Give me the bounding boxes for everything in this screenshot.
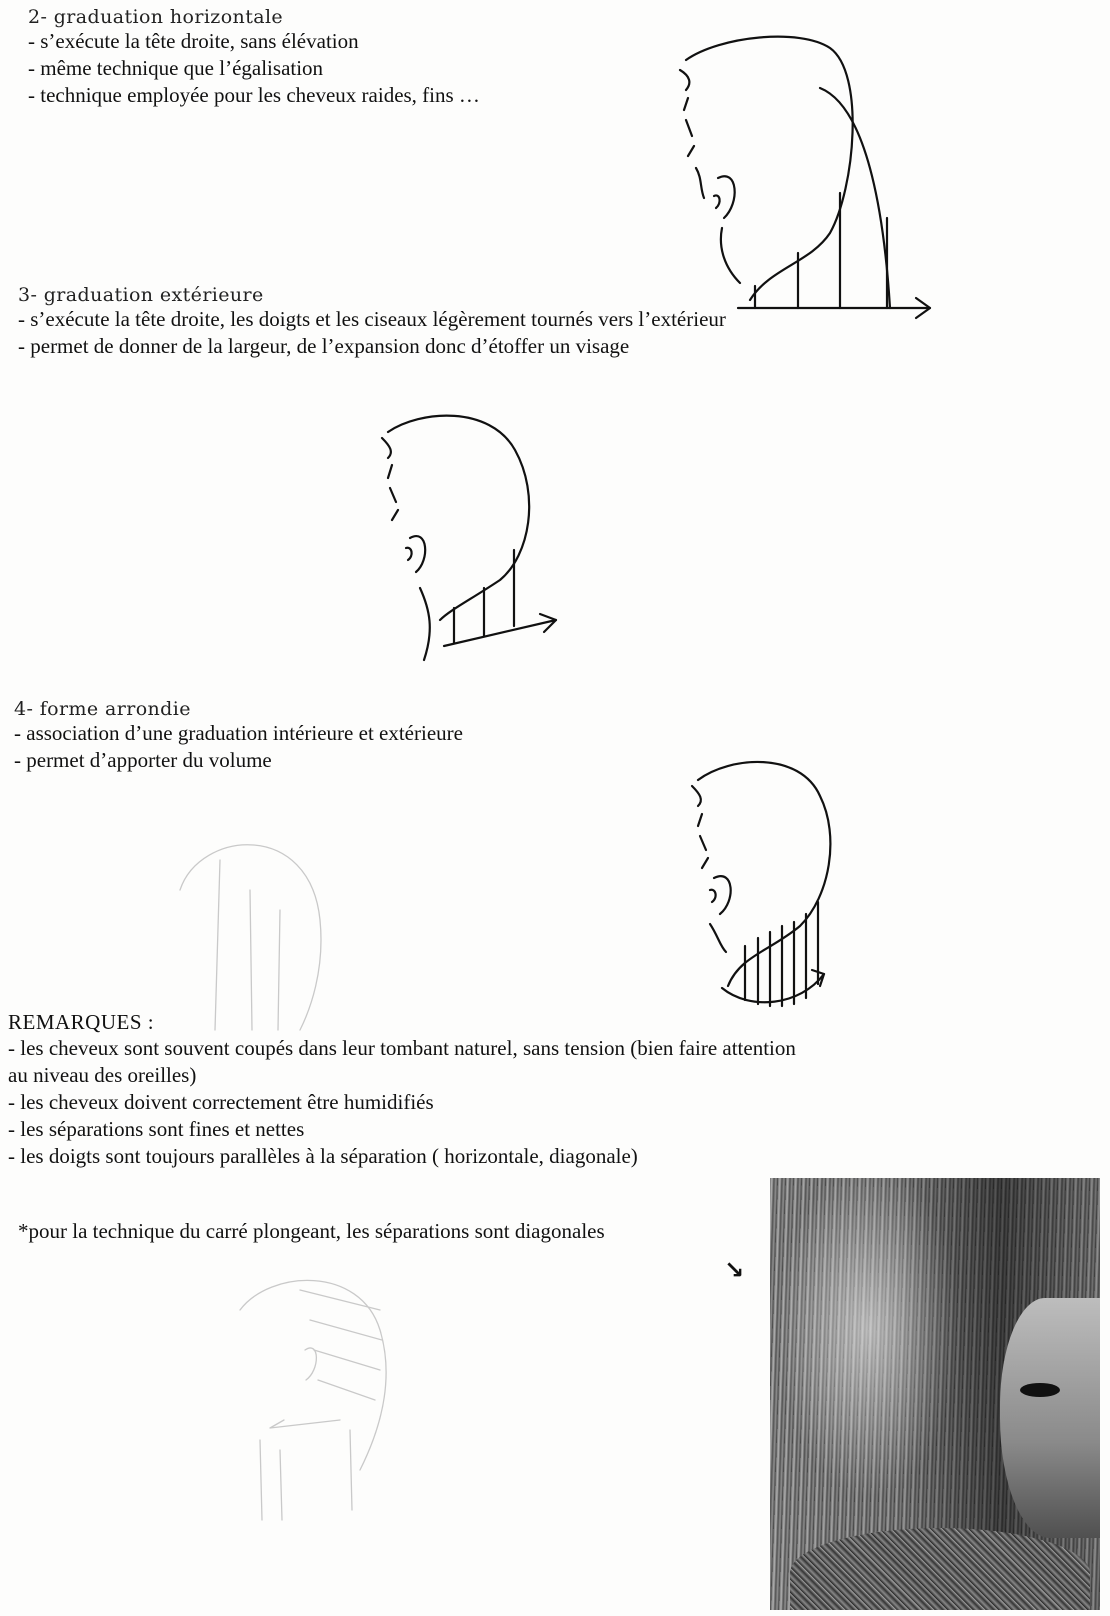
carre-plongeant-note: *pour la technique du carré plongeant, les séparations sont diagonales	[18, 1219, 605, 1243]
head-profile-exterior-graduation-sketch	[380, 410, 580, 670]
head-outline	[388, 416, 529, 620]
section-2-line-3: - technique employée pour les cheveux raides, fins …	[28, 83, 480, 107]
section-2-line-1: - s’exécute la tête droite, sans élévation	[28, 29, 359, 53]
head-profile-rounded-form-sketch	[690, 756, 870, 1016]
section-3-line-2: - permet de donner de la largeur, de l’expansion donc d’étoffer un visage	[18, 334, 630, 358]
section-3	[18, 284, 726, 360]
section-4-line-2: - permet d’apporter du volume	[14, 748, 272, 772]
face-profile	[382, 438, 398, 520]
section-3-line-1: - s’exécute la tête droite, les doigts et les ciseaux légèrement tournés vers l’extérieur	[18, 307, 726, 331]
faint-bleed-through-sketch	[160, 830, 330, 1040]
faint-section-lines	[300, 1290, 382, 1400]
section-4-heading: 4- forme arrondie	[14, 698, 191, 720]
photo-collar	[790, 1528, 1090, 1610]
remarques-line-3: - les cheveux doivent correctement être humidifiés	[8, 1090, 434, 1114]
section-2-line-2: - même technique que l’égalisation	[28, 56, 324, 80]
carre-plongeant-photo	[770, 1178, 1100, 1610]
faint-head-outline	[240, 1280, 386, 1470]
remarques-line-4: - les séparations sont fines et nettes	[8, 1117, 305, 1141]
head-outline	[686, 37, 853, 300]
ear	[406, 536, 425, 572]
ear	[714, 176, 735, 218]
head-profile-horizontal-graduation-sketch	[680, 28, 960, 328]
faint-diagonal-sections-sketch	[210, 1270, 410, 1530]
remarques-line-2: au niveau des oreilles)	[8, 1063, 197, 1087]
photo-face-profile	[1000, 1298, 1100, 1538]
head-outline	[698, 762, 830, 986]
section-2	[28, 6, 480, 109]
section-4-line-1: - association d’une graduation intérieure et extérieure	[14, 721, 463, 745]
rounded-base-curve	[722, 974, 824, 1002]
pointer-arrow-icon: ↘	[724, 1256, 745, 1284]
remarques-title: REMARQUES :	[8, 1010, 155, 1034]
remarques-line-1: - les cheveux sont souvent coupés dans leur tombant naturel, sans tension (bien faire attention	[8, 1036, 796, 1060]
neck	[710, 924, 726, 952]
face-profile	[692, 786, 708, 868]
faint-ear	[305, 1348, 316, 1380]
section-4	[14, 698, 463, 774]
hair-back-line	[820, 88, 890, 308]
ear	[710, 876, 731, 914]
photo-eye	[1020, 1383, 1060, 1397]
remarques-section	[8, 1010, 796, 1170]
neck	[420, 588, 430, 660]
faint-arrow-icon	[270, 1420, 340, 1428]
face-profile	[680, 70, 704, 198]
section-2-heading: 2- graduation horizontale	[28, 6, 284, 28]
faint-hair-lines	[215, 860, 280, 1030]
neck	[721, 228, 740, 283]
section-3-heading: 3- graduation extérieure	[18, 284, 264, 306]
direction-arrow-line	[444, 620, 556, 646]
faint-neck-lines	[260, 1430, 352, 1520]
remarques-line-5: - les doigts sont toujours parallèles à la séparation ( horizontale, diagonale)	[8, 1144, 638, 1168]
